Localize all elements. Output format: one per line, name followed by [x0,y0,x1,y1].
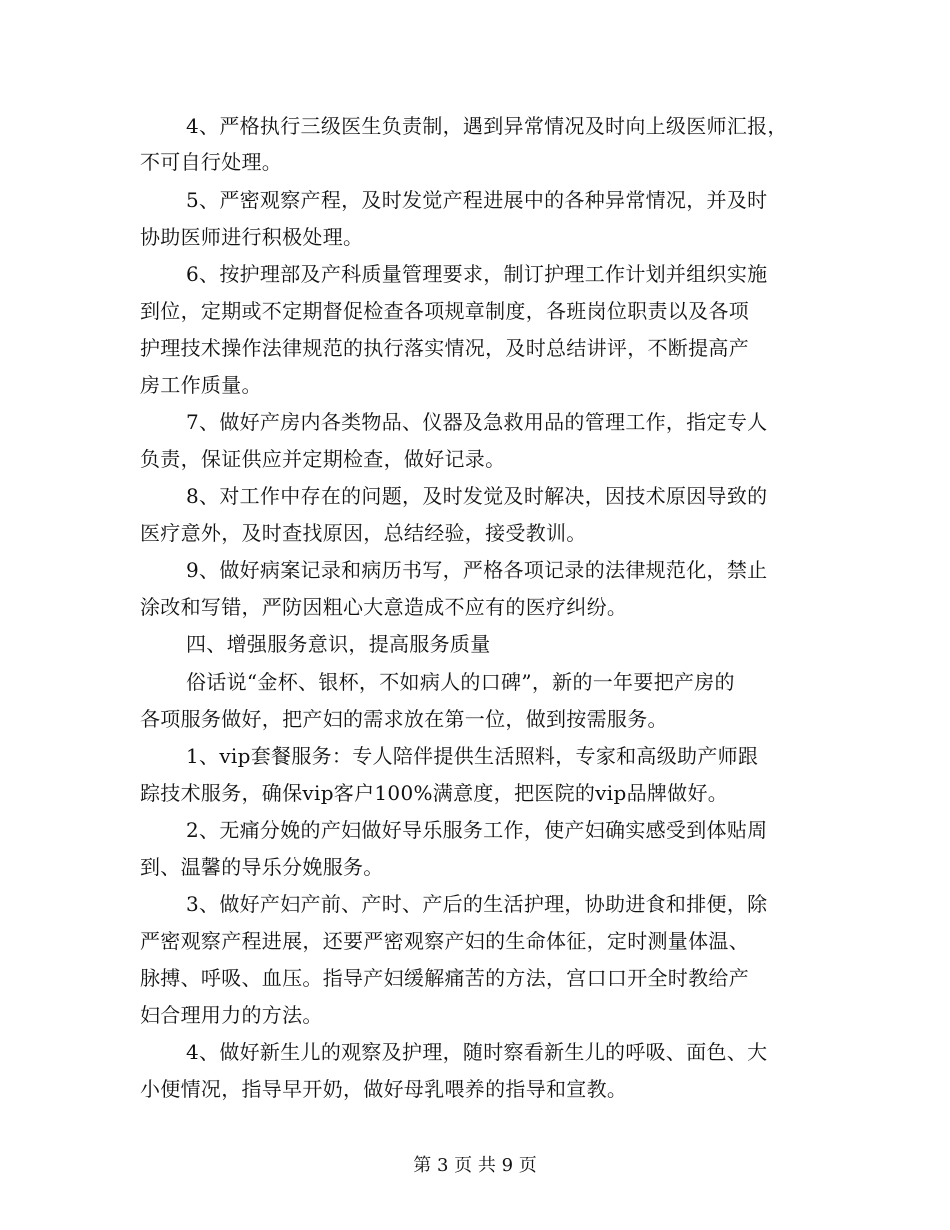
text-line: 医疗意外，及时查找原因，总结经验，接受教训。 [140,521,587,545]
text-line: 俗话说“金杯、银杯，不如病人的口碑”，新的一年要把产房的 [186,670,735,694]
section-heading: 四、增强服务意识，提高服务质量 [186,632,491,656]
text-line: 房工作质量。 [140,373,262,397]
text-line: 8、对工作中存在的问题，及时发觉及时解决，因技术原因导致的 [186,484,768,508]
text-line: 协助医师进行积极处理。 [140,225,364,249]
text-line: 到、温馨的导乐分娩服务。 [140,855,384,879]
text-line: 妇合理用力的方法。 [140,1003,323,1027]
text-line: 2、无痛分娩的产妇做好导乐服务工作，使产妇确实感受到体贴周 [186,818,768,842]
text-line: 严密观察产程进展，还要严密观察产妇的生命体征，定时测量体温、 [140,929,749,953]
text-line: 9、做好病案记录和病历书写，严格各项记录的法律规范化，禁止 [186,558,768,582]
text-line: 4、做好新生儿的观察及护理，随时察看新生儿的呼吸、面色、大 [186,1040,768,1064]
text-line: 到位，定期或不定期督促检查各项规章制度，各班岗位职责以及各项 [140,299,749,323]
text-line: 3、做好产妇产前、产时、产后的生活护理，协助进食和排便，除 [186,892,768,916]
text-line: 不可自行处理。 [140,150,283,174]
text-line: 6、按护理部及产科质量管理要求，制订护理工作计划并组织实施 [186,262,768,286]
text-line: 小便情况，指导早开奶，做好母乳喂养的指导和宣教。 [140,1077,628,1101]
text-line: 1、vip套餐服务：专人陪伴提供生活照料，专家和高级助产师跟 [186,744,759,768]
text-line: 涂改和写错，严防因粗心大意造成不应有的医疗纠纷。 [140,595,628,619]
text-line: 脉搏、呼吸、血压。指导产妇缓解痛苦的方法，宫口口开全时教给产 [140,966,749,990]
text-line: 踪技术服务，确保vip客户100%满意度，把医院的vip品牌做好。 [140,781,729,805]
page-number: 第 3 页 共 9 页 [413,1155,537,1176]
text-line: 负责，保证供应并定期检查，做好记录。 [140,447,506,471]
text-line: 护理技术操作法律规范的执行落实情况，及时总结讲评，不断提高产 [140,336,749,360]
text-line: 4、严格执行三级医生负责制，遇到异常情况及时向上级医师汇报， [186,114,788,138]
text-line: 5、严密观察产程，及时发觉产程进展中的各种异常情况，并及时 [186,188,768,212]
text-line: 7、做好产房内各类物品、仪器及急救用品的管理工作，指定专人 [186,410,768,434]
text-line: 各项服务做好，把产妇的需求放在第一位，做到按需服务。 [140,707,668,731]
